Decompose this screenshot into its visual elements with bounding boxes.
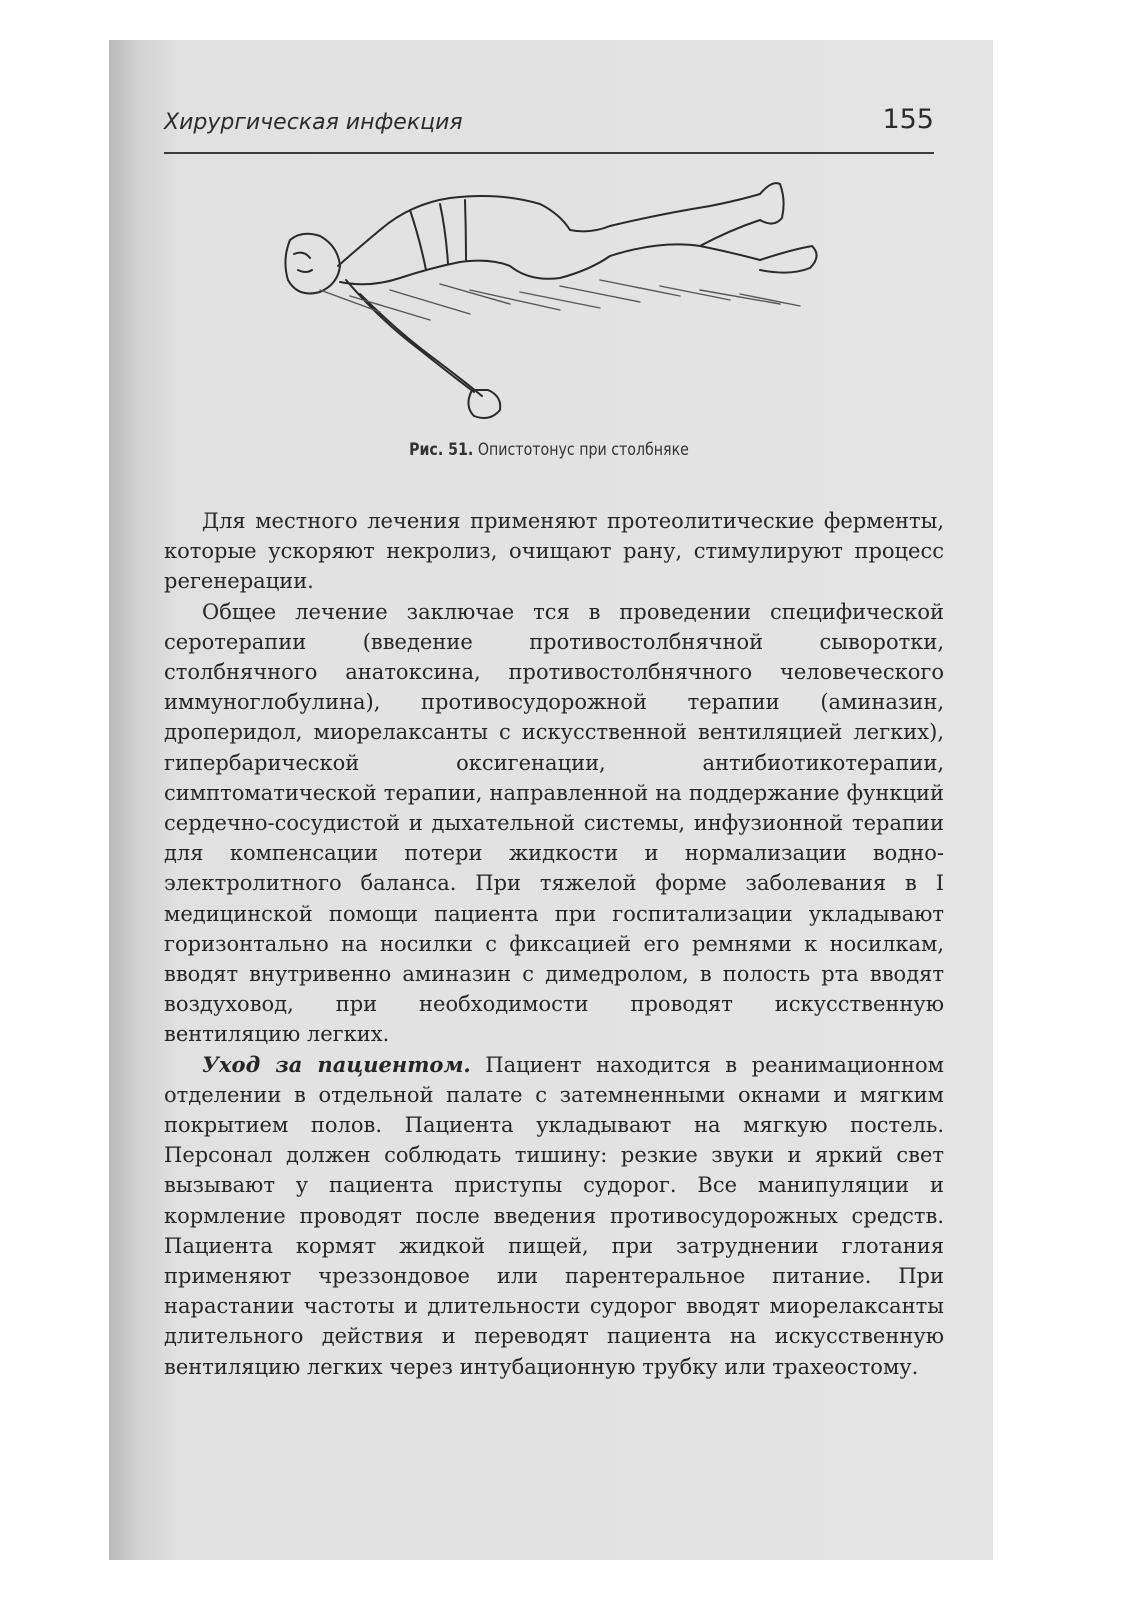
patient-care-heading: Уход за пациентом. <box>202 1051 471 1077</box>
caption-label: Рис. 51. <box>409 440 474 459</box>
paragraph-local-treatment: Для местного лечения применяют протеолитические ферменты, которые ускоряют некролиз, очищают рану, стимулируют процесс регенерации. <box>164 509 944 594</box>
paragraph-general-treatment: Общее лечение заключае тся в проведении специфической серотерапии (введение противостолбнячной сыворотки, столбнячного анатоксина, противостолбнячного человеческого иммуноглобулина), противосудорожной терапии (аминазин, дроперидол, миорелаксанты с искусственной вентиляцией легких), гипербарической оксигенации, антибиотикотерапии, симптоматической терапии, направленной на поддержание функций сердечно-сосудистой и дыхательной системы, инфузионной терапии для компенсации потери жидкости и нормализации водно-электролитного баланса. При тяжелой форме заболевания в I медицинской помощи пациента при госпитализации укладывают горизонтально на носилки с фиксацией его ремнями к носилкам, вводят внутривенно аминазин с димедролом, в полость рта вводят воздуховод, при необходимости проводят искусственную вентиляцию легких. <box>164 599 944 1047</box>
page-number: 155 <box>882 104 934 135</box>
patient-care-text: Пациент находится в реанимационном отделении в отдельной палате с затемненными окнами и мягким покрытием полов. Пациента укладывают на мягкую постель. Персонал должен соблюдать тишину: резкие звуки и яркий свет вызывают у пациента приступы судорог. Все манипуляции и кормление проводят после введения противосудорожных средств. Пациента кормят жидкой пищей, при затруднении глотания применяют чреззондовое или парентеральное питание. При нарастании частоты и длительности судорог вводят миорелаксанты длительного действия и переводят пациента на искусственную вентиляцию легких через интубационную трубку или трахеостому. <box>164 1052 944 1379</box>
paragraph-patient-care <box>164 1050 944 1382</box>
caption-text: Опистотонус при столбняке <box>477 440 689 459</box>
body-text <box>164 506 944 1382</box>
running-title: Хирургическая инфекция <box>164 110 463 135</box>
page-header <box>164 104 934 154</box>
figure-illustration <box>260 170 840 430</box>
figure-caption <box>218 440 880 459</box>
patient-opisthotonus-icon <box>260 170 840 430</box>
